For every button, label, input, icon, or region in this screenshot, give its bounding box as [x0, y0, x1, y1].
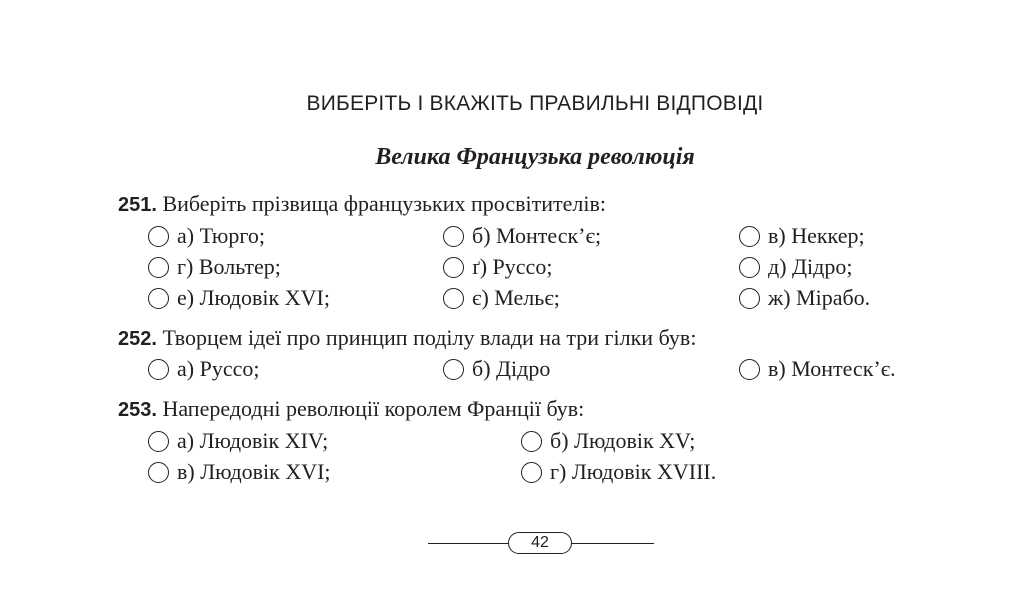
option-label: б) Дідро — [472, 356, 551, 381]
option-251-h[interactable] — [148, 254, 281, 280]
option-label: г) Вольтер; — [177, 254, 281, 279]
radio-circle-icon[interactable] — [443, 257, 464, 278]
option-252-a[interactable] — [148, 356, 259, 382]
question-251 — [118, 191, 606, 218]
radio-circle-icon[interactable] — [443, 288, 464, 309]
radio-circle-icon[interactable] — [148, 257, 169, 278]
question-text: Творцем ідеї про принцип поділу влади на три гілки був: — [162, 325, 697, 350]
option-label: а) Руссо; — [177, 356, 260, 381]
option-label: е) Людовік XVI; — [177, 285, 330, 310]
question-252 — [118, 325, 696, 352]
radio-circle-icon[interactable] — [148, 226, 169, 247]
option-label: в) Неккер; — [768, 223, 865, 248]
option-251-e[interactable] — [148, 285, 330, 311]
option-label: ґ) Руссо; — [472, 254, 553, 279]
option-251-ye[interactable] — [443, 285, 560, 311]
option-252-v[interactable] — [739, 356, 896, 382]
option-251-g[interactable] — [443, 254, 552, 280]
option-253-a[interactable] — [148, 428, 328, 454]
radio-circle-icon[interactable] — [739, 288, 760, 309]
radio-circle-icon[interactable] — [739, 359, 760, 380]
option-label: б) Людовік XV; — [550, 428, 696, 453]
radio-circle-icon[interactable] — [739, 226, 760, 247]
page-heading: ВИБЕРІТЬ І ВКАЖІТЬ ПРАВИЛЬНІ ВІДПОВІДІ — [306, 92, 764, 115]
option-label: ж) Мірабо. — [768, 285, 871, 310]
question-253 — [118, 396, 584, 423]
option-251-d[interactable] — [739, 254, 852, 280]
radio-circle-icon[interactable] — [521, 431, 542, 452]
question-text: Виберіть прізвища французьких просвітителів: — [162, 191, 606, 216]
option-label: є) Мельє; — [472, 285, 560, 310]
page-number: 42 — [508, 532, 572, 554]
option-253-v[interactable] — [148, 459, 331, 485]
option-label: а) Тюрго; — [177, 223, 265, 248]
option-253-b[interactable] — [521, 428, 695, 454]
question-number: 251. — [118, 194, 157, 216]
option-251-a[interactable] — [148, 223, 265, 249]
question-number: 253. — [118, 399, 157, 421]
footer-rule-left — [428, 543, 510, 544]
option-251-v[interactable] — [739, 223, 865, 249]
option-251-b[interactable] — [443, 223, 601, 249]
radio-circle-icon[interactable] — [148, 462, 169, 483]
footer-rule-right — [570, 543, 654, 544]
option-251-zh[interactable] — [739, 285, 870, 311]
radio-circle-icon[interactable] — [148, 359, 169, 380]
section-title: Велика Французька революція — [375, 144, 695, 170]
radio-circle-icon[interactable] — [148, 288, 169, 309]
radio-circle-icon[interactable] — [739, 257, 760, 278]
option-label: г) Людовік XVIII. — [550, 459, 717, 484]
option-label: в) Людовік XVI; — [177, 459, 331, 484]
option-252-b[interactable] — [443, 356, 550, 382]
radio-circle-icon[interactable] — [521, 462, 542, 483]
option-253-h[interactable] — [521, 459, 716, 485]
option-label: д) Дідро; — [768, 254, 853, 279]
option-label: в) Монтеск’є. — [768, 356, 896, 381]
question-text: Напередодні революції королем Франції був: — [162, 396, 585, 421]
option-label: б) Монтеск’є; — [472, 223, 602, 248]
option-label: а) Людовік XIV; — [177, 428, 329, 453]
question-number: 252. — [118, 328, 157, 350]
radio-circle-icon[interactable] — [148, 431, 169, 452]
radio-circle-icon[interactable] — [443, 226, 464, 247]
radio-circle-icon[interactable] — [443, 359, 464, 380]
